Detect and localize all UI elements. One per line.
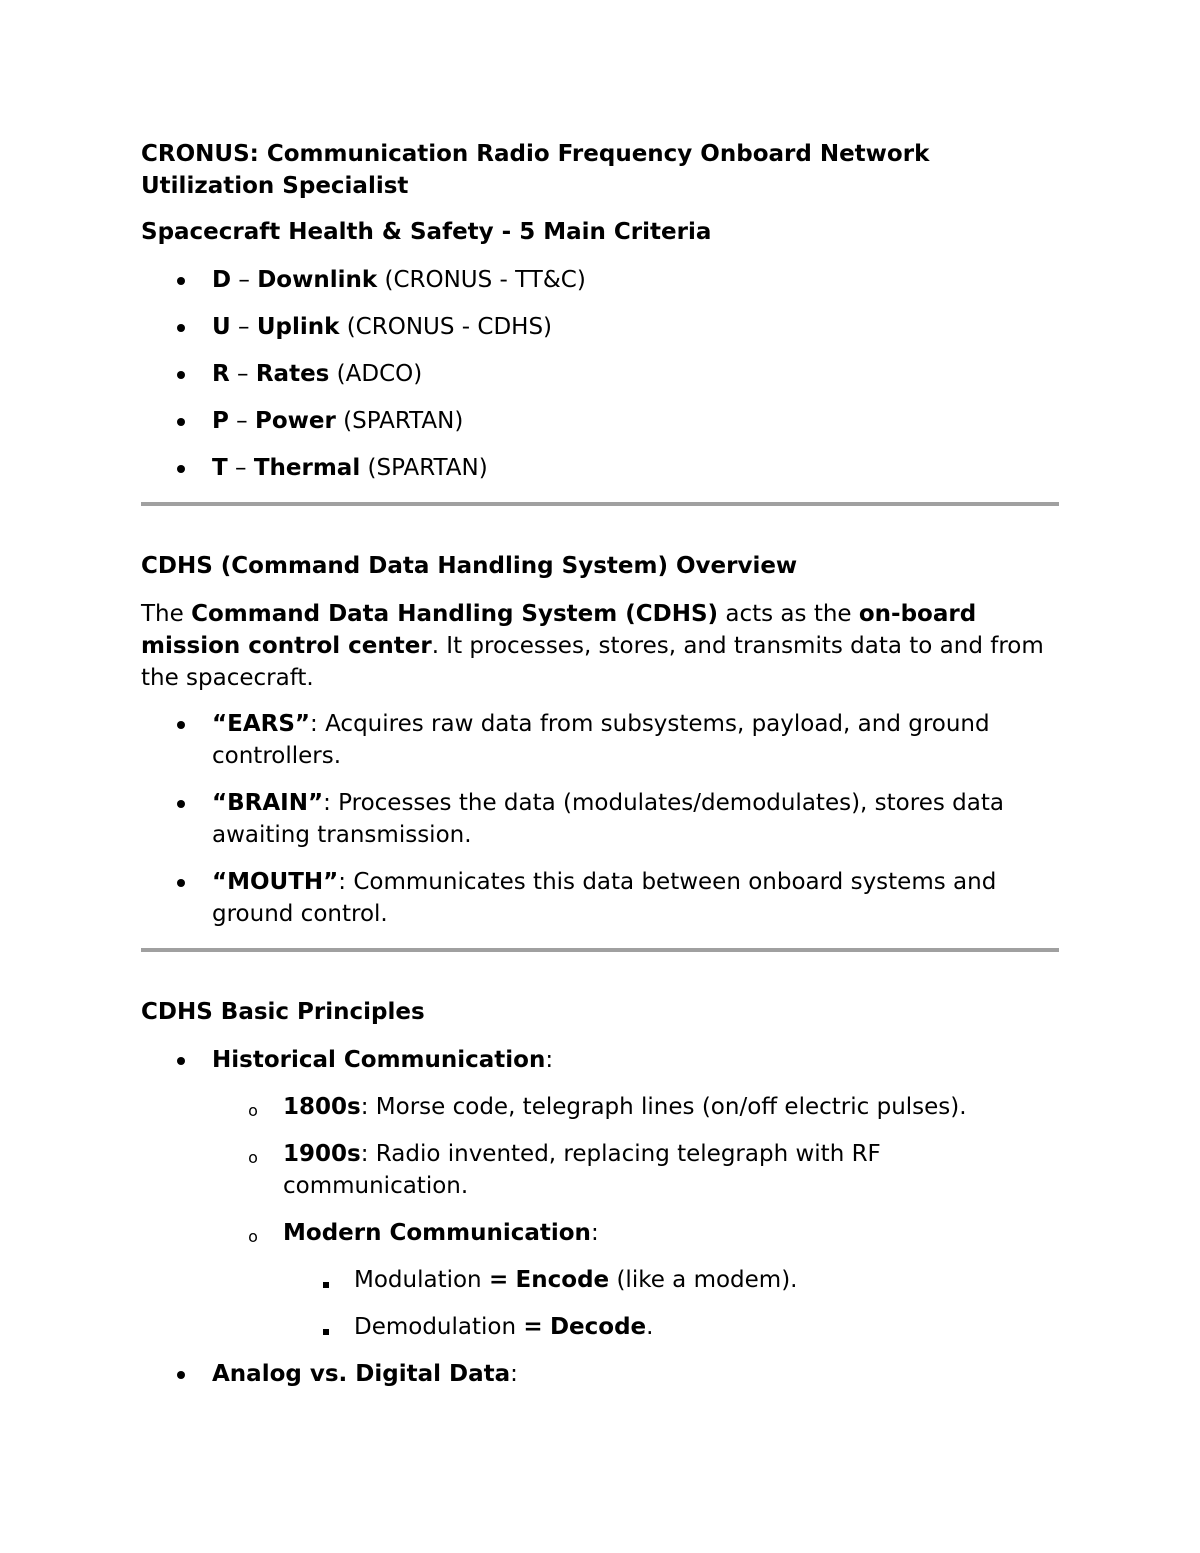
item-desc: : Processes the data (modulates/demodulates), stores data awaiting transmission. bbox=[212, 790, 1004, 848]
circle-bullet-icon: o bbox=[248, 1227, 258, 1246]
item-colon: : bbox=[545, 1047, 554, 1073]
criteria-name: Downlink bbox=[257, 267, 378, 293]
title-line-1: CRONUS: Communication Radio Frequency Onboard Network bbox=[141, 141, 930, 167]
item-term: Encode bbox=[515, 1267, 610, 1293]
item-colon: : bbox=[590, 1220, 599, 1246]
list-item bbox=[141, 708, 1059, 772]
para-bold: Command Data Handling System (CDHS) bbox=[191, 601, 719, 627]
bullet-icon bbox=[174, 1358, 188, 1390]
para-bold: on-board mission control center bbox=[141, 601, 977, 659]
circle-bullet-icon: o bbox=[248, 1148, 258, 1167]
item-space bbox=[508, 1267, 515, 1293]
criteria-dash: – bbox=[231, 267, 258, 293]
item-term: “MOUTH” bbox=[212, 869, 339, 895]
item-post: (like a modem). bbox=[609, 1267, 798, 1293]
historical-list bbox=[212, 1091, 1059, 1343]
item-term: “EARS” bbox=[212, 711, 311, 737]
list-item bbox=[141, 311, 1059, 343]
overview-list bbox=[141, 708, 1059, 930]
list-item bbox=[283, 1311, 1059, 1343]
item-term: “BRAIN” bbox=[212, 790, 324, 816]
item-term: Decode bbox=[549, 1314, 647, 1340]
list-item bbox=[141, 452, 1059, 484]
criteria-letter: U bbox=[212, 314, 231, 340]
square-bullet-icon bbox=[319, 1268, 333, 1300]
overview-heading: CDHS (Command Data Handling System) Overview bbox=[141, 553, 798, 579]
bullet-icon bbox=[174, 866, 188, 898]
item-eq: = bbox=[488, 1267, 509, 1293]
criteria-detail: (SPARTAN) bbox=[360, 455, 488, 481]
item-desc: : Radio invented, replacing telegraph with RF communication. bbox=[283, 1141, 881, 1199]
circle-bullet-icon: o bbox=[248, 1101, 258, 1120]
criteria-heading: Spacecraft Health & Safety - 5 Main Criteria bbox=[141, 219, 712, 245]
principles-list bbox=[141, 1044, 1059, 1390]
title-line-2: Utilization Specialist bbox=[141, 173, 409, 199]
item-term: Analog vs. Digital Data bbox=[212, 1361, 511, 1387]
list-item bbox=[141, 264, 1059, 296]
criteria-dash: – bbox=[230, 314, 257, 340]
para-text: acts as the bbox=[718, 601, 859, 627]
item-colon: : bbox=[510, 1361, 518, 1387]
criteria-letter: D bbox=[212, 267, 232, 293]
item-desc: : Acquires raw data from subsystems, payload, and ground controllers. bbox=[212, 711, 990, 769]
list-item bbox=[141, 787, 1059, 851]
criteria-list bbox=[141, 264, 1059, 484]
para-text: . It processes, stores, and transmits data to and from the spacecraft. bbox=[141, 633, 1044, 691]
criteria-detail: (ADCO) bbox=[329, 361, 423, 387]
bullet-icon bbox=[174, 787, 188, 819]
list-item bbox=[141, 1358, 1059, 1390]
list-item bbox=[212, 1091, 1059, 1123]
list-item bbox=[141, 1044, 1059, 1343]
item-desc: : Morse code, telegraph lines (on/off electric pulses). bbox=[360, 1094, 967, 1120]
document-title bbox=[141, 138, 1059, 202]
criteria-detail: (CRONUS - TT&C) bbox=[377, 267, 586, 293]
bullet-icon bbox=[174, 1044, 188, 1076]
criteria-detail: (CRONUS - CDHS) bbox=[339, 314, 553, 340]
item-pre: Modulation bbox=[354, 1267, 489, 1293]
item-eq: = bbox=[523, 1314, 543, 1340]
item-term: 1800s bbox=[283, 1094, 361, 1120]
horizontal-divider bbox=[141, 502, 1059, 506]
item-term: Modern Communication bbox=[283, 1220, 591, 1246]
bullet-icon bbox=[174, 264, 188, 296]
criteria-name: Thermal bbox=[253, 455, 361, 481]
list-item bbox=[141, 866, 1059, 930]
item-space bbox=[543, 1314, 550, 1340]
list-item bbox=[141, 358, 1059, 390]
bullet-icon bbox=[174, 405, 188, 437]
criteria-name: Power bbox=[254, 408, 336, 434]
document-page bbox=[141, 138, 1059, 1405]
bullet-icon bbox=[174, 452, 188, 484]
criteria-name: Uplink bbox=[256, 314, 340, 340]
bullet-icon bbox=[174, 311, 188, 343]
para-text: The bbox=[141, 601, 192, 627]
list-item bbox=[283, 1264, 1059, 1296]
list-item bbox=[212, 1138, 1059, 1202]
list-item bbox=[212, 1217, 1059, 1343]
principles-heading: CDHS Basic Principles bbox=[141, 999, 425, 1025]
criteria-name: Rates bbox=[255, 361, 330, 387]
item-term: Historical Communication bbox=[212, 1047, 546, 1073]
modern-list bbox=[283, 1264, 1059, 1343]
overview-paragraph bbox=[141, 598, 1059, 694]
criteria-dash: – bbox=[228, 408, 255, 434]
criteria-letter: T bbox=[212, 455, 228, 481]
item-desc: : Communicates this data between onboard systems and ground control. bbox=[212, 869, 997, 927]
list-item bbox=[141, 405, 1059, 437]
bullet-icon bbox=[174, 358, 188, 390]
criteria-detail: (SPARTAN) bbox=[335, 408, 464, 434]
item-pre: Demodulation bbox=[354, 1314, 524, 1340]
square-bullet-icon bbox=[319, 1315, 333, 1347]
criteria-letter: R bbox=[212, 361, 230, 387]
item-term: 1900s bbox=[283, 1141, 361, 1167]
criteria-letter: P bbox=[212, 408, 229, 434]
criteria-dash: – bbox=[229, 361, 256, 387]
horizontal-divider bbox=[141, 948, 1059, 952]
item-post: . bbox=[646, 1314, 654, 1340]
criteria-dash: – bbox=[227, 455, 254, 481]
bullet-icon bbox=[174, 708, 188, 740]
